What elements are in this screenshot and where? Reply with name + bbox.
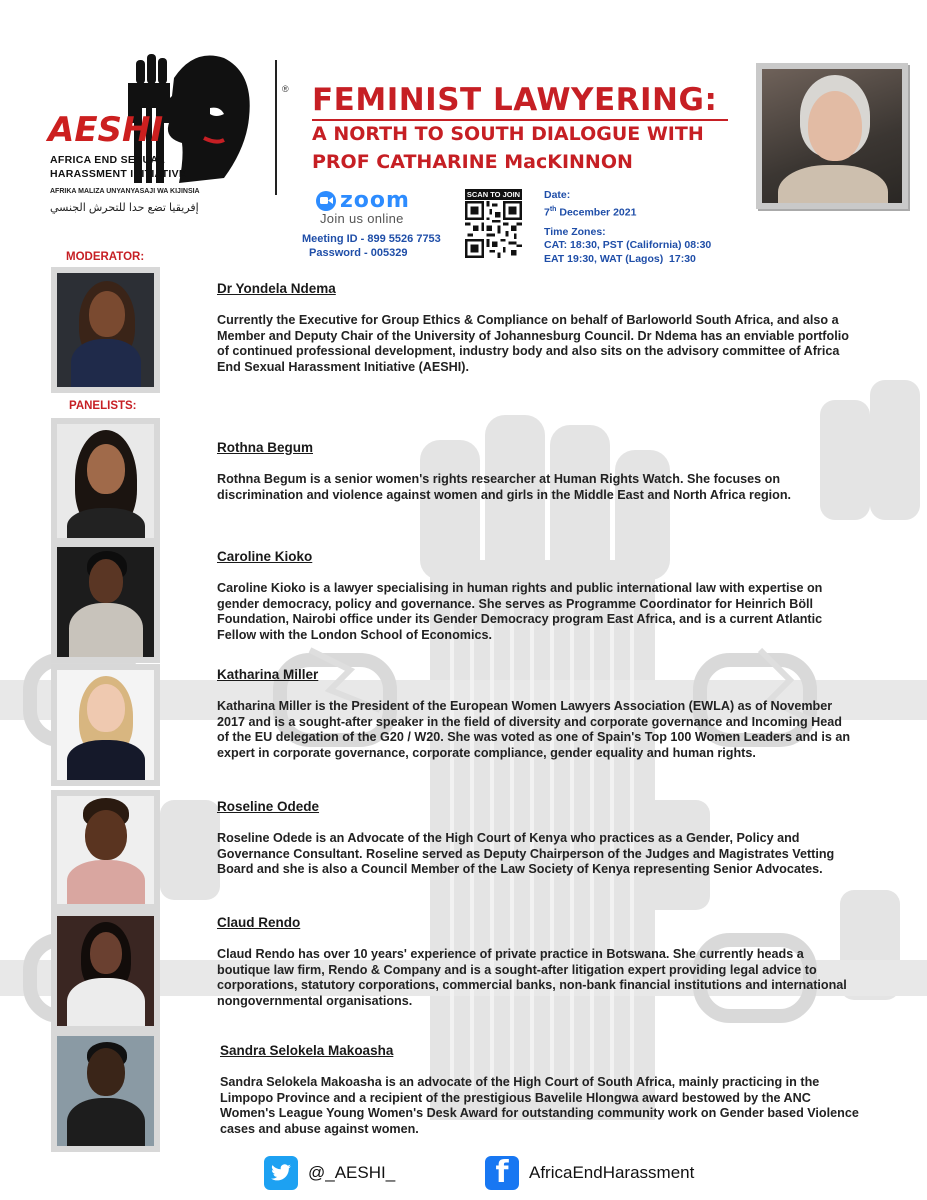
registered-mark: ® — [282, 84, 289, 94]
person-bio: Sandra Selokela Makoasha is an advocate of the High Court of South Africa, mainly practicing in the Limpopo Province and a recipient of the prestigious Bavelile Hlongwa award bestowed by the ANC Women's League Young Women's Desk Award for outstanding community work on Gender based Violence cases and abuse against women. — [220, 1075, 859, 1136]
person-bio: Claud Rendo has over 10 years' experience of private practice in Botswana. She currently heads a boutique law firm, Rendo & Company and is a sought-after litigation expert providing legal advice to corporations, statutory corporations, commercial banks, non-bank financial institutions and international nongovernmental organisations. — [217, 947, 847, 1008]
person-bio: Katharina Miller is the President of the European Women Lawyers Association (EWLA) as of November 2017 and is a sought-after speaker in the field of diversity and corporate governance and Incoming Head of the EU delegation of the G20 / W20. She was voted as one of Spain's Top 100 Women Leaders and is an expert in corporate governance, corporate compliance, gender equality and human rights. — [217, 699, 851, 760]
person-bio: Caroline Kioko is a lawyer specialising in human rights and public international law with expertise on gender democracy, policy and governance. She serves as Programme Coordinator for Heinrich Böll Foundation, Nairobi office under its Gender Democracy program East Africa, and is a current Atlantic Fellow with the London School of Economics. — [217, 581, 823, 642]
bio-moderator — [217, 281, 857, 375]
facebook-page: AfricaEndHarassment — [529, 1163, 695, 1182]
logo-tagline-1: AFRICA END SEXUAL — [50, 154, 165, 166]
meeting-id: Meeting ID - 899 5526 7753 — [302, 233, 441, 245]
person-name: Sandra Selokela Makoasha — [220, 1043, 394, 1058]
date-label: Date: — [544, 189, 571, 201]
qr-code-block[interactable] — [465, 189, 522, 259]
scan-to-join-label: SCAN TO JOIN — [466, 190, 521, 199]
moderator-photo — [51, 267, 160, 393]
bio-panelist-4 — [217, 799, 857, 878]
person-name: Caroline Kioko — [217, 549, 313, 564]
person-name: Roseline Odede — [217, 799, 320, 814]
twitter-handle: @_AESHI_ — [308, 1163, 396, 1182]
person-name: Rothna Begum — [217, 440, 313, 455]
zoom-wordmark: zoom — [340, 188, 410, 213]
panelist-photo-rothna-begum — [51, 418, 160, 544]
logo-wordmark: AESHI — [48, 110, 164, 150]
logo-tagline-arabic: إفريقيا تضع حدا للتحرش الجنسي — [50, 202, 199, 214]
panelist-photo-sandra-selokela-makoasha — [51, 1030, 160, 1152]
zoom-block[interactable] — [316, 188, 456, 226]
bio-panelist-6 — [220, 1043, 860, 1137]
person-bio: Rothna Begum is a senior women's rights researcher at Human Rights Watch. She focuses on discrimination and violence against women and girls in the Middle East and North Africa region. — [217, 472, 792, 502]
timezone-label: Time Zones: — [544, 225, 606, 238]
panelists-label: PANELISTS: — [69, 400, 137, 412]
bio-panelist-2 — [217, 549, 857, 643]
person-bio: Roseline Odede is an Advocate of the High Court of Kenya who practices as a Gender, Policy and Governance Consultant. Roseline served as Deputy Chairperson of the Judges and Magistrates Vetting Board and she is also a Council Member of the Law Society of Kenya representing Senior Advocates. — [217, 831, 835, 876]
bio-panelist-3 — [217, 667, 857, 761]
zoom-tagline: Join us online — [320, 211, 404, 226]
panelist-photo-claud-rendo — [51, 910, 160, 1032]
person-name: Dr Yondela Ndema — [217, 281, 336, 296]
facebook-link[interactable] — [485, 1156, 694, 1190]
twitter-icon — [264, 1156, 298, 1190]
bio-panelist-1 — [217, 440, 857, 503]
person-name: Claud Rendo — [217, 915, 301, 930]
timezone-line-1: CAT: 18:30, PST (California) 08:30 — [544, 239, 712, 251]
person-bio: Currently the Executive for Group Ethics & Compliance on behalf of Barloworld South Africa, and also a Member and Deputy Chair of the University of Johannesburg Council. Dr Ndema has an enviable portfolio of continued professional development, industry body and also sits on the advisory committee of Africa End Sexual Harassment Initiative (AESHI). — [217, 313, 849, 374]
title-underline — [312, 119, 728, 121]
panelist-photo-roseline-odede — [51, 790, 160, 910]
timezone-line-2: EAT 19:30, WAT (Lagos) 17:30 — [544, 252, 696, 265]
event-subtitle-line1: A NORTH TO SOUTH DIALOGUE WITH — [312, 123, 704, 145]
person-name: Katharina Miller — [217, 667, 319, 682]
aeshi-logo — [48, 48, 289, 238]
logo-tagline-swahili: AFRIKA MALIZA UNYANYASAJI WA KIJINSIA — [50, 188, 200, 195]
meeting-password: Password - 005329 — [309, 247, 408, 259]
logo-tagline-2: HARASSMENT INITIATIVE — [50, 168, 187, 180]
twitter-link[interactable] — [264, 1156, 395, 1190]
guest-speaker-photo — [756, 63, 908, 209]
bio-panelist-5 — [217, 915, 857, 1009]
event-title: FEMINIST LAWYERING: — [312, 82, 718, 118]
event-schedule — [544, 189, 711, 266]
panelist-photo-caroline-kioko — [51, 541, 160, 663]
event-date: 7th December 2021 — [544, 205, 637, 218]
qr-code-icon — [465, 201, 522, 258]
panelist-photo-katharina-miller — [51, 664, 160, 786]
zoom-camera-icon — [316, 191, 336, 211]
facebook-icon: f — [485, 1156, 519, 1190]
event-subtitle-line2: PROF CATHARINE MacKINNON — [312, 151, 633, 173]
moderator-label: MODERATOR: — [66, 251, 145, 263]
header-divider — [275, 60, 277, 195]
